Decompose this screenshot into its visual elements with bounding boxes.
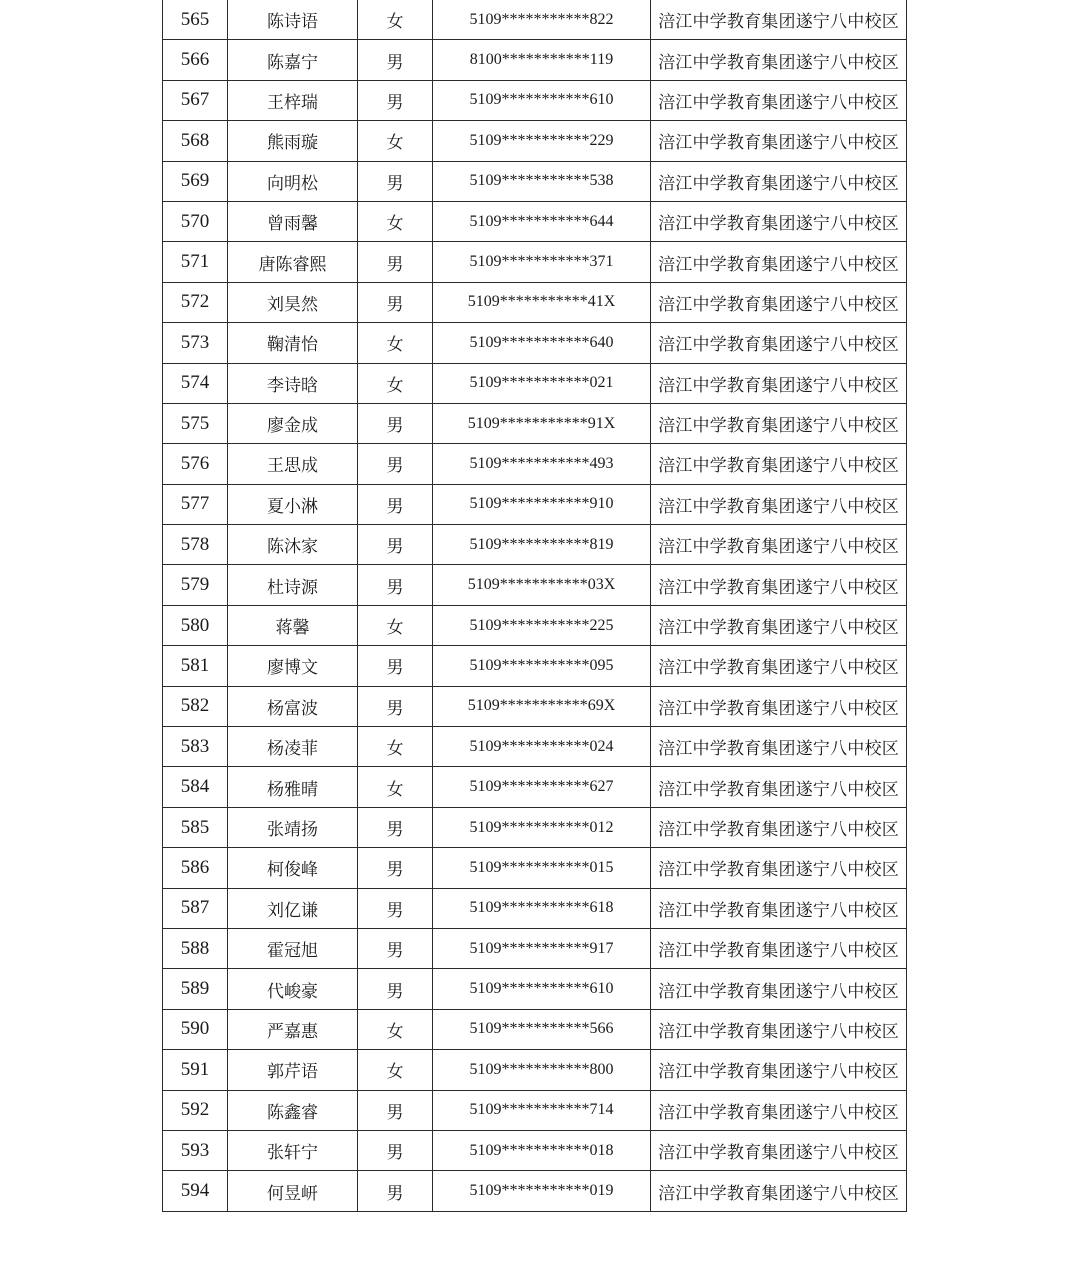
masked-id-number: 5109***********225 xyxy=(433,605,651,645)
school-name: 涪江中学教育集团遂宁八中校区 xyxy=(651,40,907,80)
student-gender: 男 xyxy=(358,80,433,120)
table-row xyxy=(163,282,907,322)
masked-id-number: 5109***********021 xyxy=(433,363,651,403)
school-name: 涪江中学教育集团遂宁八中校区 xyxy=(651,121,907,161)
student-name: 郭芹语 xyxy=(228,1050,358,1090)
school-name: 涪江中学教育集团遂宁八中校区 xyxy=(651,363,907,403)
row-number: 577 xyxy=(163,484,228,524)
school-name: 涪江中学教育集团遂宁八中校区 xyxy=(651,323,907,363)
masked-id-number: 5109***********610 xyxy=(433,80,651,120)
school-name: 涪江中学教育集团遂宁八中校区 xyxy=(651,646,907,686)
row-number: 575 xyxy=(163,403,228,443)
row-number: 588 xyxy=(163,928,228,968)
student-gender: 男 xyxy=(358,444,433,484)
student-gender: 男 xyxy=(358,565,433,605)
student-name: 柯俊峰 xyxy=(228,848,358,888)
student-name: 熊雨璇 xyxy=(228,121,358,161)
student-gender: 男 xyxy=(358,525,433,565)
school-name: 涪江中学教育集团遂宁八中校区 xyxy=(651,605,907,645)
masked-id-number: 5109***********618 xyxy=(433,888,651,928)
school-name: 涪江中学教育集团遂宁八中校区 xyxy=(651,565,907,605)
masked-id-number: 5109***********015 xyxy=(433,848,651,888)
student-gender: 男 xyxy=(358,807,433,847)
student-gender: 男 xyxy=(358,242,433,282)
masked-id-number: 5109***********610 xyxy=(433,969,651,1009)
school-name: 涪江中学教育集团遂宁八中校区 xyxy=(651,242,907,282)
masked-id-number: 5109***********69X xyxy=(433,686,651,726)
masked-id-number: 5109***********822 xyxy=(433,0,651,40)
school-name: 涪江中学教育集团遂宁八中校区 xyxy=(651,1130,907,1170)
table-row xyxy=(163,686,907,726)
student-gender: 男 xyxy=(358,928,433,968)
row-number: 587 xyxy=(163,888,228,928)
school-name: 涪江中学教育集团遂宁八中校区 xyxy=(651,727,907,767)
student-name: 陈鑫睿 xyxy=(228,1090,358,1130)
row-number: 566 xyxy=(163,40,228,80)
student-name: 李诗晗 xyxy=(228,363,358,403)
table-row xyxy=(163,807,907,847)
masked-id-number: 5109***********917 xyxy=(433,928,651,968)
masked-id-number: 5109***********095 xyxy=(433,646,651,686)
student-name: 向明松 xyxy=(228,161,358,201)
table-row xyxy=(163,444,907,484)
student-gender: 女 xyxy=(358,1050,433,1090)
row-number: 590 xyxy=(163,1009,228,1049)
student-gender: 女 xyxy=(358,605,433,645)
row-number: 585 xyxy=(163,807,228,847)
masked-id-number: 5109***********714 xyxy=(433,1090,651,1130)
school-name: 涪江中学教育集团遂宁八中校区 xyxy=(651,161,907,201)
student-gender: 女 xyxy=(358,323,433,363)
table-row xyxy=(163,767,907,807)
row-number: 571 xyxy=(163,242,228,282)
student-gender: 女 xyxy=(358,363,433,403)
student-name: 夏小淋 xyxy=(228,484,358,524)
student-gender: 男 xyxy=(358,1130,433,1170)
student-name: 唐陈睿熙 xyxy=(228,242,358,282)
table-row xyxy=(163,848,907,888)
student-gender: 女 xyxy=(358,0,433,40)
student-name: 代峻豪 xyxy=(228,969,358,1009)
school-name: 涪江中学教育集团遂宁八中校区 xyxy=(651,888,907,928)
student-name: 刘昊然 xyxy=(228,282,358,322)
masked-id-number: 5109***********024 xyxy=(433,727,651,767)
row-number: 567 xyxy=(163,80,228,120)
row-number: 584 xyxy=(163,767,228,807)
student-name: 王思成 xyxy=(228,444,358,484)
masked-id-number: 5109***********538 xyxy=(433,161,651,201)
student-name: 陈沐家 xyxy=(228,525,358,565)
table-row xyxy=(163,1009,907,1049)
roster-sheet xyxy=(162,0,906,1253)
row-number: 572 xyxy=(163,282,228,322)
masked-id-number: 5109***********41X xyxy=(433,282,651,322)
table-row xyxy=(163,1050,907,1090)
row-number: 574 xyxy=(163,363,228,403)
student-name: 杜诗源 xyxy=(228,565,358,605)
row-number: 591 xyxy=(163,1050,228,1090)
school-name: 涪江中学教育集团遂宁八中校区 xyxy=(651,1050,907,1090)
student-name: 霍冠旭 xyxy=(228,928,358,968)
student-name: 陈诗语 xyxy=(228,0,358,40)
student-name: 张轩宁 xyxy=(228,1130,358,1170)
table-row xyxy=(163,0,907,40)
school-name: 涪江中学教育集团遂宁八中校区 xyxy=(651,1009,907,1049)
table-row xyxy=(163,121,907,161)
table-row xyxy=(163,323,907,363)
table-row xyxy=(163,40,907,80)
masked-id-number: 5109***********910 xyxy=(433,484,651,524)
masked-id-number: 5109***********012 xyxy=(433,807,651,847)
student-gender: 女 xyxy=(358,767,433,807)
masked-id-number: 5109***********229 xyxy=(433,121,651,161)
roster-body xyxy=(163,0,907,1211)
student-name: 廖博文 xyxy=(228,646,358,686)
masked-id-number: 5109***********819 xyxy=(433,525,651,565)
table-row xyxy=(163,565,907,605)
student-gender: 女 xyxy=(358,1009,433,1049)
masked-id-number: 5109***********019 xyxy=(433,1171,651,1211)
masked-id-number: 5109***********566 xyxy=(433,1009,651,1049)
row-number: 565 xyxy=(163,0,228,40)
student-gender: 男 xyxy=(358,403,433,443)
student-gender: 男 xyxy=(358,40,433,80)
student-gender: 男 xyxy=(358,888,433,928)
table-row xyxy=(163,969,907,1009)
student-roster-table xyxy=(162,0,907,1212)
student-name: 严嘉惠 xyxy=(228,1009,358,1049)
table-row xyxy=(163,201,907,241)
table-row xyxy=(163,525,907,565)
row-number: 573 xyxy=(163,323,228,363)
masked-id-number: 5109***********018 xyxy=(433,1130,651,1170)
student-gender: 男 xyxy=(358,282,433,322)
student-gender: 男 xyxy=(358,848,433,888)
row-number: 594 xyxy=(163,1171,228,1211)
row-number: 581 xyxy=(163,646,228,686)
row-number: 583 xyxy=(163,727,228,767)
table-row xyxy=(163,1130,907,1170)
school-name: 涪江中学教育集团遂宁八中校区 xyxy=(651,282,907,322)
row-number: 589 xyxy=(163,969,228,1009)
student-name: 刘亿谦 xyxy=(228,888,358,928)
student-name: 张靖扬 xyxy=(228,807,358,847)
student-gender: 女 xyxy=(358,121,433,161)
student-gender: 男 xyxy=(358,484,433,524)
student-gender: 男 xyxy=(358,969,433,1009)
student-name: 陈嘉宁 xyxy=(228,40,358,80)
row-number: 576 xyxy=(163,444,228,484)
student-gender: 男 xyxy=(358,686,433,726)
masked-id-number: 5109***********800 xyxy=(433,1050,651,1090)
school-name: 涪江中学教育集团遂宁八中校区 xyxy=(651,80,907,120)
school-name: 涪江中学教育集团遂宁八中校区 xyxy=(651,1090,907,1130)
school-name: 涪江中学教育集团遂宁八中校区 xyxy=(651,1171,907,1211)
table-row xyxy=(163,403,907,443)
table-row xyxy=(163,1090,907,1130)
student-name: 鞠清怡 xyxy=(228,323,358,363)
row-number: 570 xyxy=(163,201,228,241)
table-row xyxy=(163,484,907,524)
table-row xyxy=(163,363,907,403)
student-name: 何昱岍 xyxy=(228,1171,358,1211)
school-name: 涪江中学教育集团遂宁八中校区 xyxy=(651,525,907,565)
table-row xyxy=(163,646,907,686)
table-row xyxy=(163,888,907,928)
school-name: 涪江中学教育集团遂宁八中校区 xyxy=(651,484,907,524)
table-row xyxy=(163,80,907,120)
masked-id-number: 5109***********644 xyxy=(433,201,651,241)
masked-id-number: 5109***********493 xyxy=(433,444,651,484)
table-row xyxy=(163,727,907,767)
school-name: 涪江中学教育集团遂宁八中校区 xyxy=(651,444,907,484)
masked-id-number: 5109***********640 xyxy=(433,323,651,363)
masked-id-number: 5109***********03X xyxy=(433,565,651,605)
row-number: 580 xyxy=(163,605,228,645)
row-number: 578 xyxy=(163,525,228,565)
student-name: 杨雅晴 xyxy=(228,767,358,807)
student-gender: 女 xyxy=(358,201,433,241)
school-name: 涪江中学教育集团遂宁八中校区 xyxy=(651,848,907,888)
masked-id-number: 5109***********371 xyxy=(433,242,651,282)
row-number: 582 xyxy=(163,686,228,726)
student-gender: 男 xyxy=(358,646,433,686)
school-name: 涪江中学教育集团遂宁八中校区 xyxy=(651,807,907,847)
school-name: 涪江中学教育集团遂宁八中校区 xyxy=(651,767,907,807)
school-name: 涪江中学教育集团遂宁八中校区 xyxy=(651,0,907,40)
student-name: 杨凌菲 xyxy=(228,727,358,767)
masked-id-number: 8100***********119 xyxy=(433,40,651,80)
row-number: 568 xyxy=(163,121,228,161)
student-name: 蒋馨 xyxy=(228,605,358,645)
row-number: 586 xyxy=(163,848,228,888)
student-name: 廖金成 xyxy=(228,403,358,443)
student-name: 曾雨馨 xyxy=(228,201,358,241)
student-name: 杨富波 xyxy=(228,686,358,726)
table-row xyxy=(163,242,907,282)
student-gender: 男 xyxy=(358,161,433,201)
school-name: 涪江中学教育集团遂宁八中校区 xyxy=(651,686,907,726)
school-name: 涪江中学教育集团遂宁八中校区 xyxy=(651,969,907,1009)
student-gender: 女 xyxy=(358,727,433,767)
row-number: 579 xyxy=(163,565,228,605)
table-row xyxy=(163,928,907,968)
student-gender: 男 xyxy=(358,1171,433,1211)
table-row xyxy=(163,161,907,201)
masked-id-number: 5109***********91X xyxy=(433,403,651,443)
student-name: 王梓瑞 xyxy=(228,80,358,120)
row-number: 592 xyxy=(163,1090,228,1130)
masked-id-number: 5109***********627 xyxy=(433,767,651,807)
row-number: 593 xyxy=(163,1130,228,1170)
table-row xyxy=(163,605,907,645)
school-name: 涪江中学教育集团遂宁八中校区 xyxy=(651,403,907,443)
table-row xyxy=(163,1171,907,1211)
school-name: 涪江中学教育集团遂宁八中校区 xyxy=(651,928,907,968)
student-gender: 男 xyxy=(358,1090,433,1130)
school-name: 涪江中学教育集团遂宁八中校区 xyxy=(651,201,907,241)
row-number: 569 xyxy=(163,161,228,201)
